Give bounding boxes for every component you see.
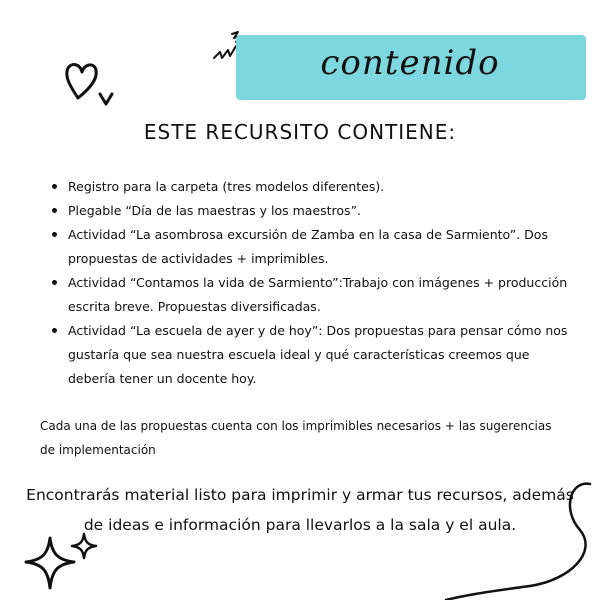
list-item: Plegable “Día de las maestras y los maestros”. <box>48 199 568 223</box>
sparkle-icon <box>22 528 104 594</box>
swirl-line-icon <box>440 470 600 600</box>
list-item: Actividad “La escuela de ayer y de hoy”: Dos propuestas para pensar cómo nos gustaría que sea nuestra escuela ideal y qué características creemos que debería tener un docente hoy. <box>48 319 568 391</box>
banner-title: contenido <box>320 43 500 83</box>
closing-message: Encontrarás material listo para imprimir y armar tus recursos, además de ideas e información para llevarlos a la sala y el aula. <box>26 486 574 534</box>
list-item: Actividad “Contamos la vida de Sarmiento”:Trabajo con imágenes + producción escrita breve. Propuestas diversificadas. <box>48 271 568 319</box>
implementation-note: Cada una de las propuestas cuenta con los imprimibles necesarios + las sugerencias de implementación <box>40 419 552 457</box>
list-item: Registro para la carpeta (tres modelos diferentes). <box>48 175 568 199</box>
contents-list <box>48 175 568 391</box>
heart-icon <box>60 58 120 110</box>
list-item: Actividad “La asombrosa excursión de Zamba en la casa de Sarmiento”. Dos propuestas de actividades + imprimibles. <box>48 223 568 271</box>
page-heading: ESTE RECURSITO CONTIENE: <box>143 120 457 144</box>
